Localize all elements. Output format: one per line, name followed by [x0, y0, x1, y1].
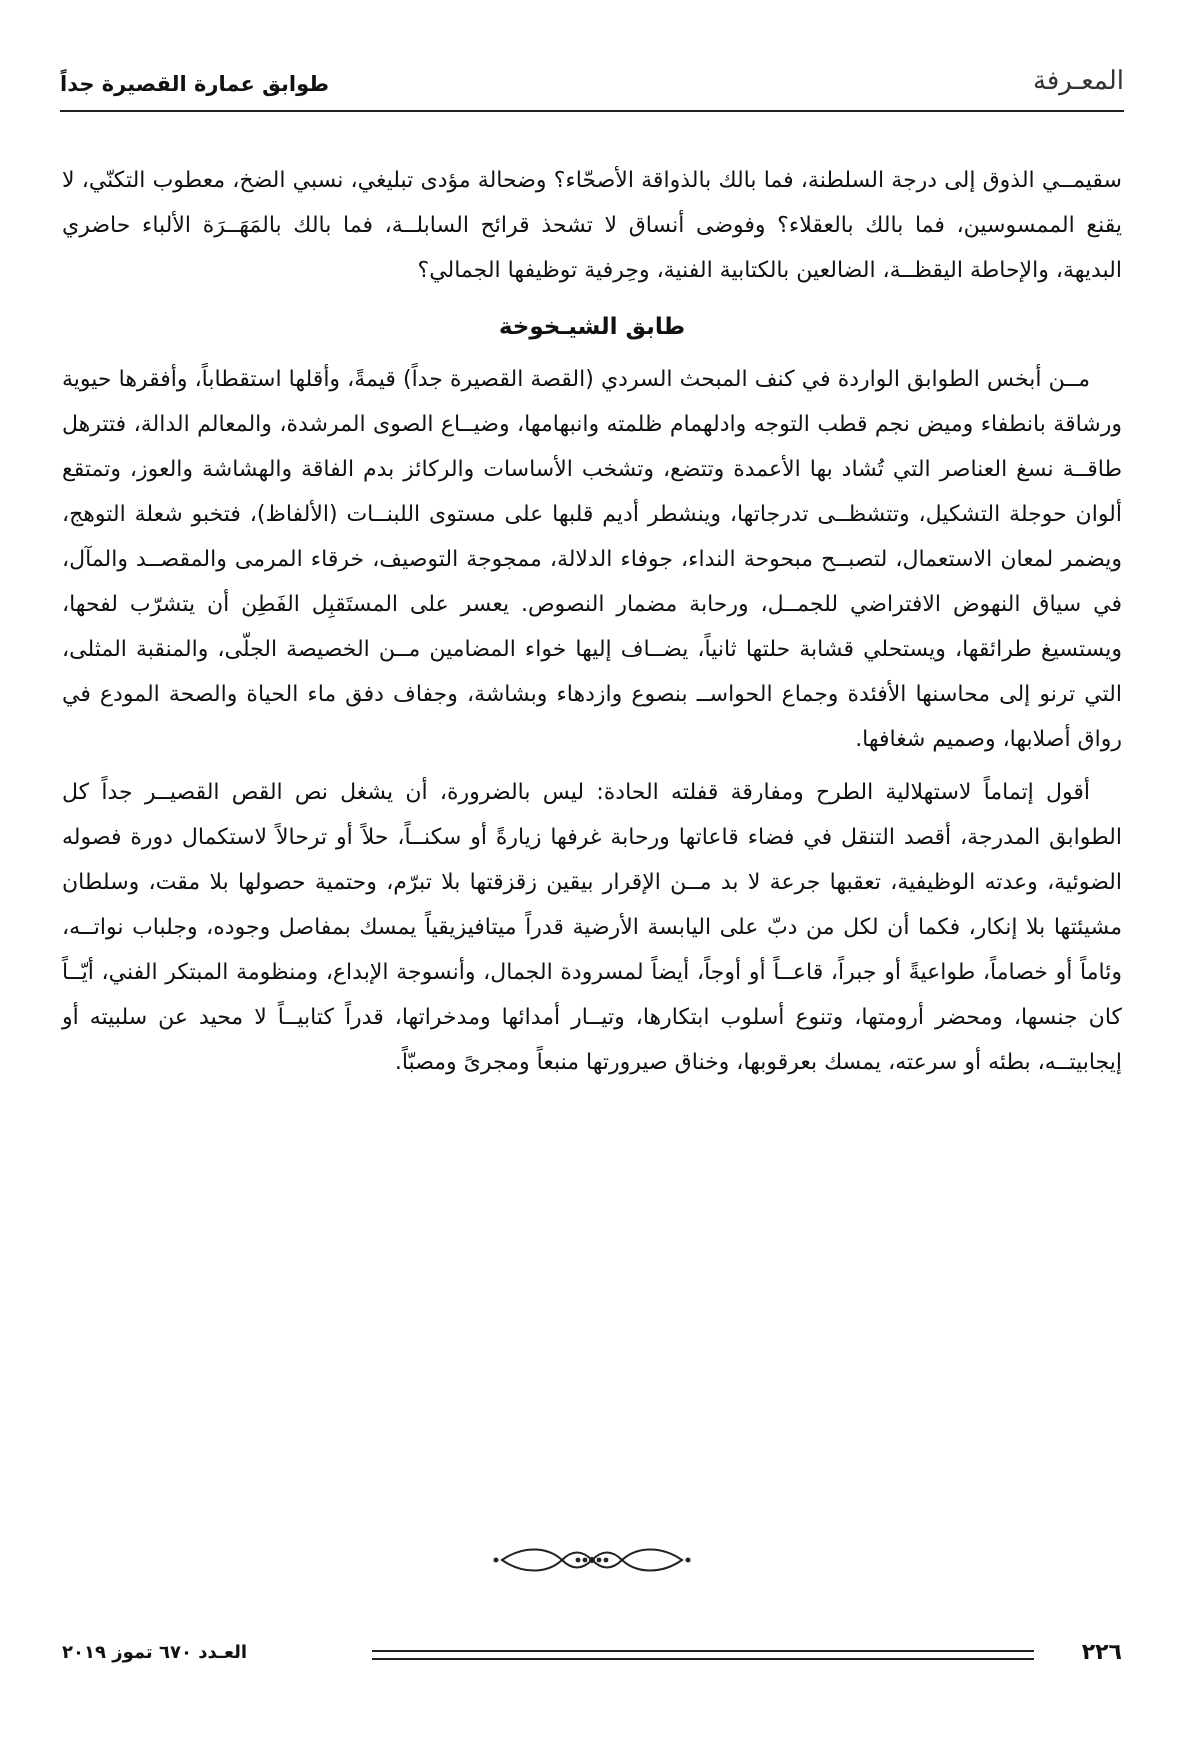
section-heading: طابق الشيـخوخة: [498, 314, 686, 340]
paragraph-2: مــن أبخس الطوابق الواردة في كنف المبحث السردي (القصة القصيرة جداً) قيمةً، وأقلها استقطاباً، وأفقرها حيوية ورشاقة بانطفاء وميض نجم قطب التوجه وادلهمام ظلمته وانبهامها، وضيــاع الصوى المرشدة، والمعالم الدالة، فتترهل طاقــة نسغ العناصر التي تُشاد بها الأعمدة وتتضع، وتشخب الأساسات والركائز بدم الفاقة والهشاشة والعوز، وتمتقع ألوان حوجلة التشكيل، وتتشظــى تدرجاتها، وينشطر أديم قلبها على مستوى اللبنــات (الألفاظ)، فتخبو شعلة التوهج، ويضمر لمعان الاستعمال، لتصبــح مبحوحة النداء، جوفاء الدلالة، ممجوجة التوصيف، خرقاء المرمى والمقصــد والمآل، في سياق النهوض الافتراضي للجمــل، ورحابة مضمار النصوص. يعسر على المستَقبِل الفَطِن أن يتشرّب لفحها، ويستسيغ طرائقها، ويستحلي قشابة حلتها ثانياً، يضــاف إليها خواء المضامين مــن الخصيصة الجلّى، والمنقبة المثلى، التي ترنو إلى محاسنها الأفئدة وجماع الحواســ بنصوع وازدهاء وبشاشة، وجفاف دفق ماء الحياة والصحة المودع في رواق أصلابها، وصميم شغافها.: [62, 367, 1122, 752]
page-number: ٢٢٦: [1081, 1640, 1122, 1665]
paragraph-1: سقيمــي الذوق إلى درجة السلطنة، فما بالك بالذواقة الأصحّاء؟ وضحالة مؤدى تبليغي، نسبي الضخ، معطوب التكنّي، لا يقنع الممسوسين، فما بالك بالعقلاء؟ وفوضى أنساق لا تشحذ قرائح السابلــة، فما بالك بالمَهَــرَة الألباء حاضري البديهة، والإحاطة اليقظــة، الضالعين بالكتابية الفنية، وحِرفية توظيفها الجمالي؟: [62, 168, 1122, 283]
ornament-flourish-icon: [492, 1538, 692, 1582]
paragraph-3: أقول إتماماً لاستهلالية الطرح ومفارقة قفلته الحادة: ليس بالضرورة، أن يشغل نص القص القصيــر جداً كل الطوابق المدرجة، أقصد التنقل في فضاء قاعاتها ورحابة غرفها زيارةً أو سكنــاً، حلاً أو ترحالاً لاستكمال دورة فصوله الضوئية، وعدته الوظيفية، تعقبها جرعة لا بد مــن الإقرار بيقين زقزقتها بلا تبرّم، وحتمية حصولها بلا مقت، وسلطان مشيئتها بلا إنكار، فكما أن لكل من دبّ على اليابسة الأرضية قدراً ميتافيزيقياً يمسك بمفاصل وجوده، وجلباب نواتــه، وئاماً أو خصاماً، طواعيةً أو جبراً، قاعــاً أو أوجاً، أيضاً لمسرودة الجمال، وأنسوجة الإبداع، ومنظومة المبتكر الفني، أيّــاً كان جنسها، ومحضر أرومتها، وتنوع أسلوب ابتكارها، وتيــار أمدائها ومدخراتها، قدراً كتابيــاً لا محيد عن سلبيته أو إيجابيتــه، بطئه أو سرعته، يمسك بعرقوبها، وخناق صيرورتها منبعاً ومجرىً ومصبّاً.: [62, 780, 1122, 1075]
decorative-ornament: [0, 1538, 1184, 1588]
footer-divider: [372, 1650, 1034, 1660]
running-title: طوابق عمارة القصيرة جداً: [60, 72, 330, 96]
page-header: [60, 62, 1124, 112]
article-body: [62, 158, 1122, 1093]
issue-info: العـدد ٦٧٠ تموز ٢٠١٩: [62, 1642, 248, 1663]
page-footer: [62, 1640, 1122, 1680]
magazine-logo: المعـرفة: [1032, 66, 1124, 96]
header-divider: [60, 110, 1124, 112]
